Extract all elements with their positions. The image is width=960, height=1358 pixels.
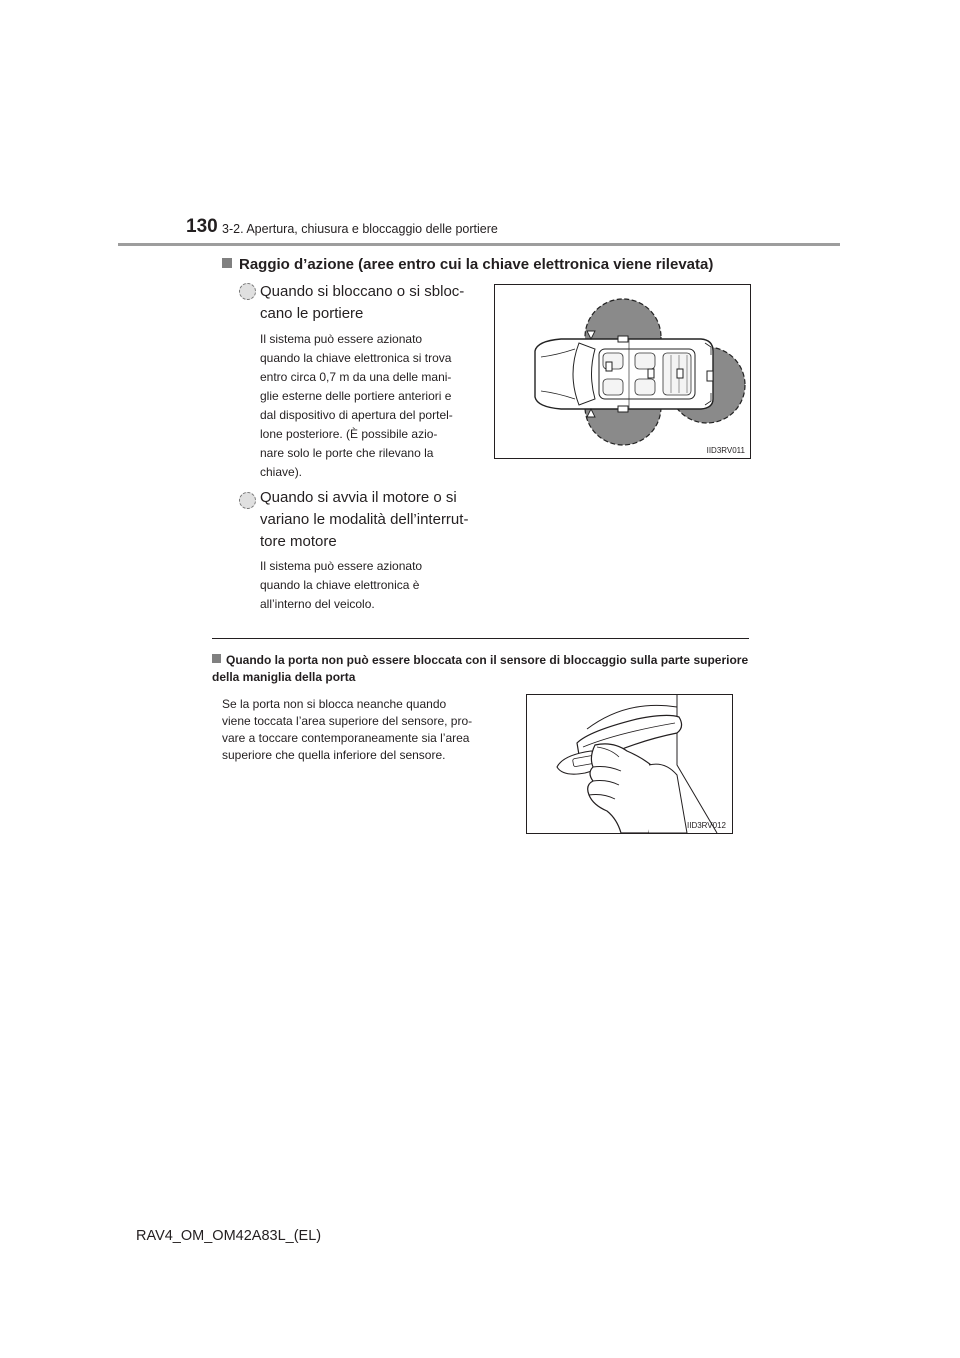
section-heading-text: Raggio d’azione (aree entro cui la chiave elettronica viene rilevata) [239,256,714,273]
item-2-body-line: quando la chiave elettronica è [260,578,420,592]
figure-detection-range [494,284,751,459]
note-body-line: superiore che quella inferiore del sensore. [222,748,446,762]
item-1-body-line: Il sistema può essere azionato [260,332,423,346]
item-1-body-line: dal dispositivo di apertura del portel- [260,408,453,422]
note-heading [212,652,752,686]
item-1-title-line: cano le portiere [260,305,364,322]
item-2-title [260,487,478,553]
item-2-body [260,557,478,614]
car-top-view-illustration [495,285,750,458]
figure-2-code: IID3RV012 [687,821,726,830]
item-1-body-line: entro circa 0,7 m da una delle mani- [260,370,452,384]
page-number: 130 [186,216,218,237]
document-code: RAV4_OM_OM42A83L_(EL) [136,1228,322,1244]
note-separator [212,638,749,639]
note-body-line: vare a toccare contemporaneamente sia l’area [222,731,470,745]
square-bullet-icon [222,258,232,268]
item-2-body-line: Il sistema può essere azionato [260,559,423,573]
figure-door-handle [526,694,733,834]
section-heading [222,256,713,273]
hand-door-handle-illustration [527,695,732,833]
note-heading-text: Quando la porta non può essere bloccata con il sensore di bloccaggio sulla parte superiore della maniglia della porta [212,653,749,684]
note-body-line: Se la porta non si blocca neanche quando [222,697,447,711]
item-1-title-line: Quando si bloccano o si sbloc- [260,283,465,300]
item-1-body-line: glie esterne delle portiere anteriori e [260,389,452,403]
item-1-body-line: quando la chiave elettronica si trova [260,351,452,365]
item-2-body-line: all’interno del veicolo. [260,597,375,611]
note-body [222,696,504,764]
square-bullet-icon [212,654,221,663]
header-rule [118,243,840,246]
item-1-body [260,330,478,482]
item-1-title [260,281,478,325]
item-1-body-line: nare solo le porte che rilevano la [260,446,434,460]
item-2-title-line: Quando si avvia il motore o si [260,489,457,506]
callout-2-icon [239,492,256,509]
note-body-line: viene toccata l’area superiore del sensore, pro- [222,714,473,728]
item-2-title-line: variano le modalità dell’interrut- [260,511,469,528]
figure-1-code: IID3RV011 [706,446,745,455]
item-1-body-line: lone posteriore. (È possibile azio- [260,427,438,441]
item-2-title-line: tore motore [260,533,337,550]
section-header: 3-2. Apertura, chiusura e bloccaggio delle portiere [222,222,498,236]
item-1-body-line: chiave). [260,465,303,479]
callout-1-icon [239,283,256,300]
